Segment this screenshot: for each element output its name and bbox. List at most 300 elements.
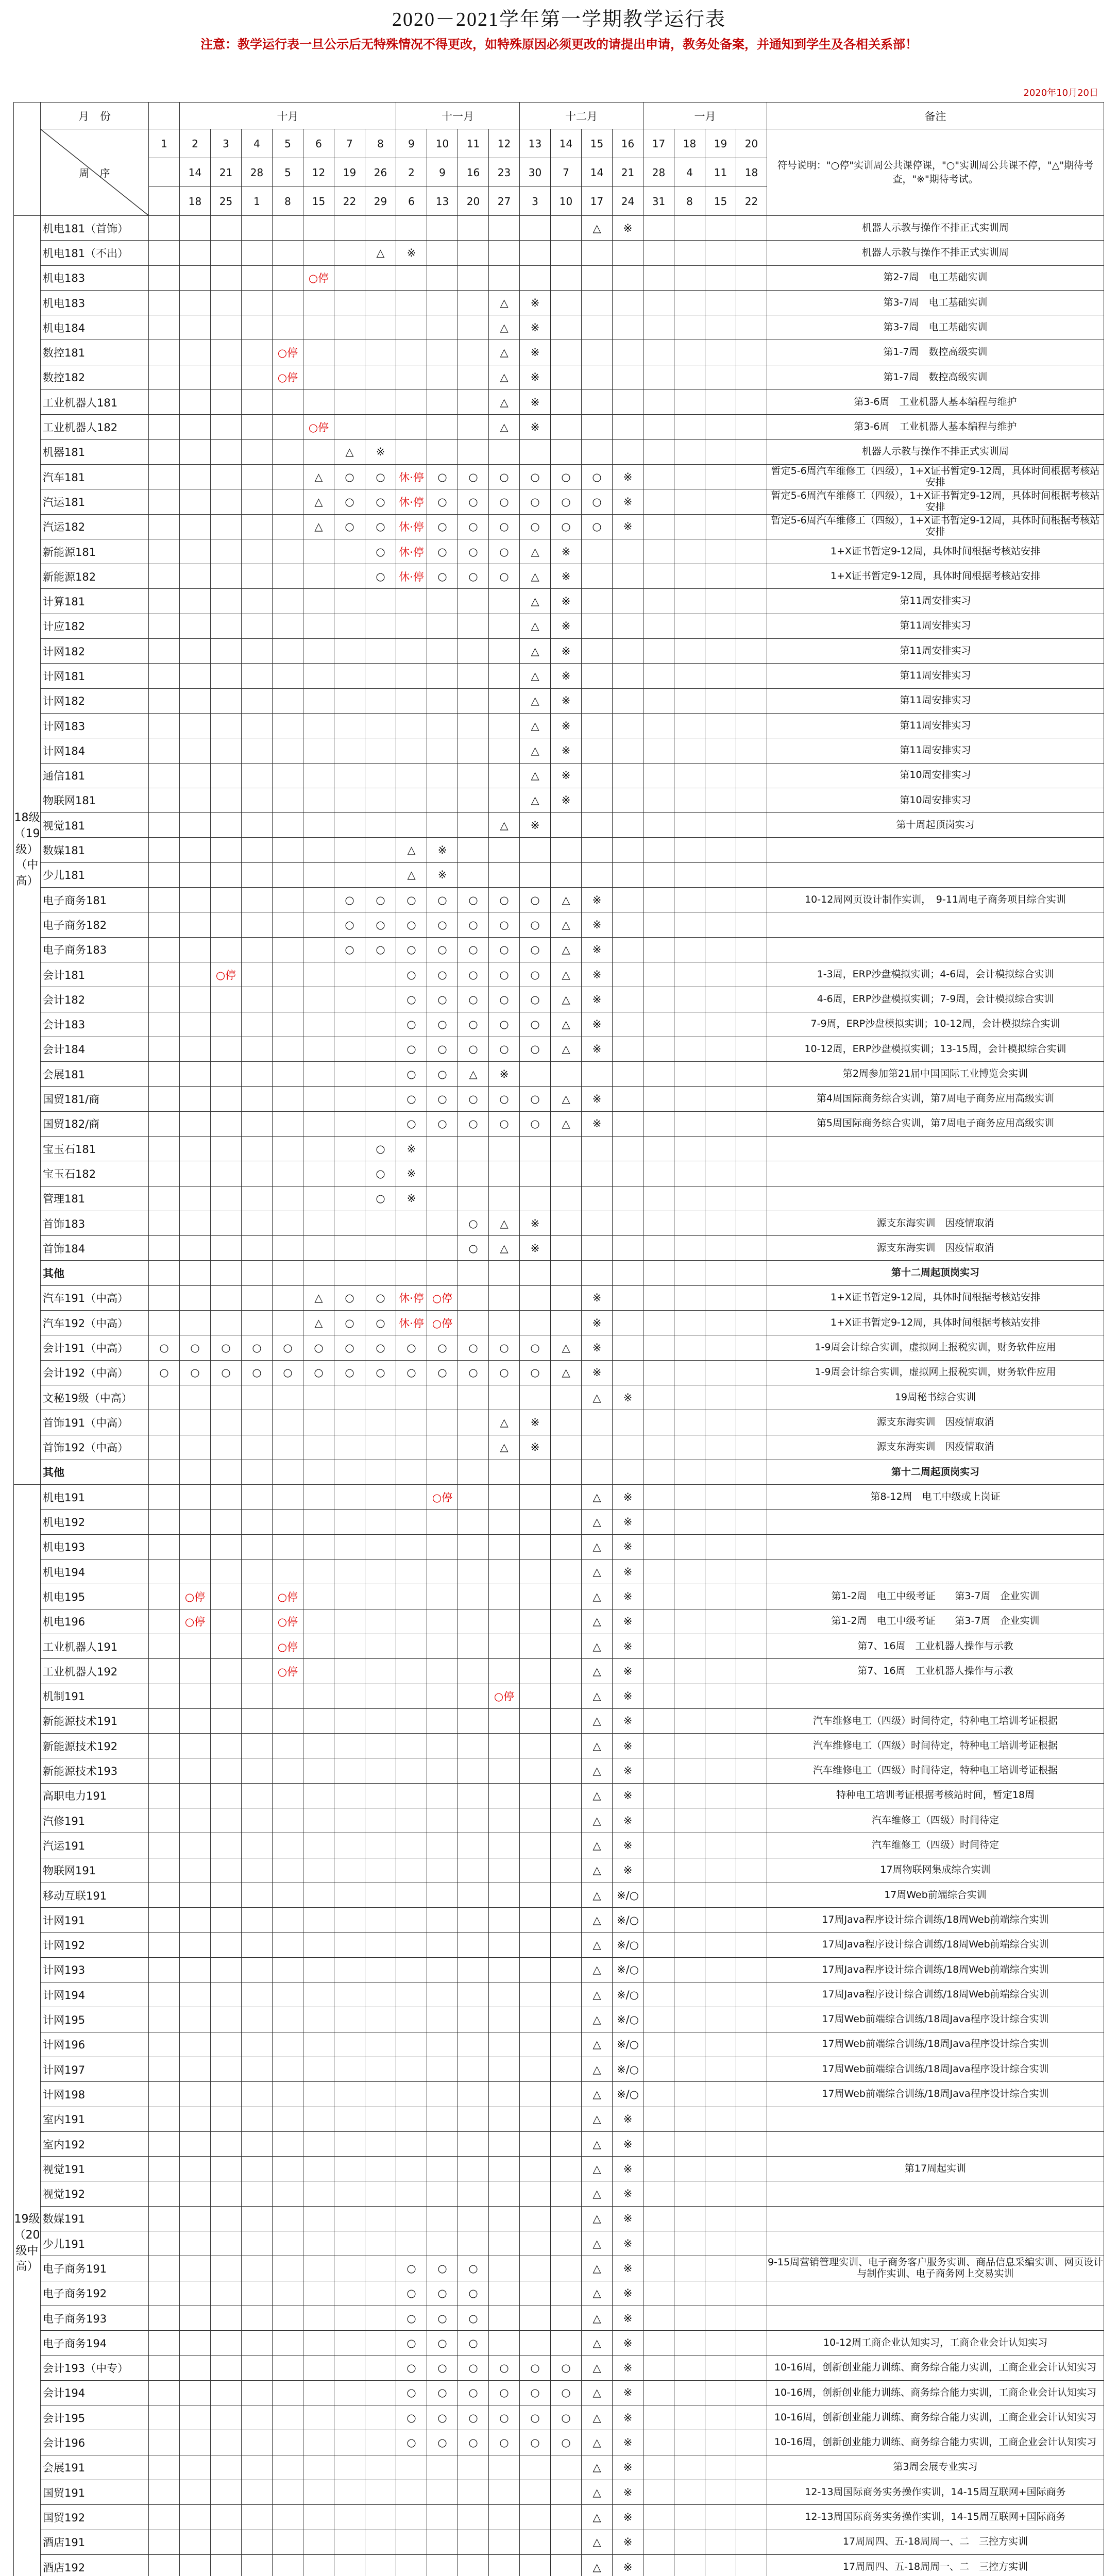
week-date: 5 <box>273 158 303 187</box>
week-cell <box>643 2032 674 2057</box>
week-cell <box>674 2331 705 2355</box>
class-row <box>14 688 1104 713</box>
week-cell: △ <box>551 987 582 1012</box>
week-cell: ○ <box>396 2306 427 2330</box>
week-cell <box>211 2007 242 2032</box>
week-cell <box>149 2480 180 2505</box>
week-cell <box>458 1982 489 2007</box>
week-cell <box>643 1360 674 1385</box>
week-cell <box>427 713 458 738</box>
week-cell: △ <box>582 2057 613 2081</box>
week-cell <box>489 2281 520 2306</box>
week-cell <box>674 1957 705 1982</box>
week-cell <box>149 1037 180 1061</box>
week-cell <box>458 763 489 788</box>
week-cell <box>396 1485 427 1510</box>
week-cell <box>334 1609 365 1634</box>
week-cell: △ <box>551 1012 582 1037</box>
week-cell <box>303 1161 334 1186</box>
week-cell: △ <box>489 1211 520 1235</box>
class-name: 机电181（不出） <box>41 241 149 265</box>
week-cell <box>520 2181 551 2206</box>
week-cell <box>180 1211 211 1235</box>
row-note: 4-6周，ERP沙盘模拟实训；7-9周，会计模拟综合实训 <box>767 987 1104 1012</box>
week-cell <box>242 738 273 763</box>
week-cell: △ <box>489 813 520 838</box>
week-cell <box>396 415 427 439</box>
week-date: 9 <box>427 158 458 187</box>
week-cell <box>334 1634 365 1658</box>
week-cell <box>582 1186 613 1211</box>
week-cell <box>674 1460 705 1484</box>
week-cell <box>334 1684 365 1708</box>
week-cell: ※/○ <box>613 1982 643 2007</box>
week-cell <box>643 1684 674 1708</box>
week-cell <box>365 1485 396 1510</box>
week-cell: △ <box>582 1534 613 1559</box>
week-cell <box>149 390 180 415</box>
week-cell <box>705 1510 736 1534</box>
week-cell <box>149 1708 180 1733</box>
week-cell <box>211 1982 242 2007</box>
class-name: 汽车191（中高） <box>41 1285 149 1310</box>
week-cell <box>180 2505 211 2530</box>
week-cell <box>643 1311 674 1335</box>
week-cell <box>180 1485 211 1510</box>
class-name: 通信181 <box>41 763 149 788</box>
week-cell: ※ <box>582 1087 613 1111</box>
week-cell: ○ <box>396 1360 427 1385</box>
week-cell <box>551 290 582 315</box>
week-number: 20 <box>736 129 767 158</box>
week-date: 3 <box>520 187 551 216</box>
week-cell <box>180 2082 211 2107</box>
class-name: 数控181 <box>41 340 149 365</box>
week-cell <box>427 1758 458 1783</box>
week-cell <box>180 1311 211 1335</box>
week-cell <box>303 1584 334 1609</box>
week-cell: △ <box>520 639 551 664</box>
week-cell <box>180 1111 211 1136</box>
week-cell <box>427 2131 458 2156</box>
week-cell <box>365 1933 396 1957</box>
week-cell <box>211 688 242 713</box>
class-row <box>14 216 1104 241</box>
week-cell <box>643 2107 674 2131</box>
class-name: 国贸191 <box>41 2480 149 2505</box>
week-cell <box>582 539 613 564</box>
class-row <box>14 862 1104 887</box>
week-cell <box>613 838 643 862</box>
week-cell <box>303 1634 334 1658</box>
week-cell <box>149 713 180 738</box>
week-cell: ○ <box>303 1360 334 1385</box>
class-row <box>14 912 1104 937</box>
week-cell <box>149 1609 180 1634</box>
week-cell <box>674 2032 705 2057</box>
week-cell <box>211 2455 242 2480</box>
class-row <box>14 1087 1104 1111</box>
week-cell <box>149 514 180 539</box>
week-cell <box>273 1037 303 1061</box>
week-cell <box>643 415 674 439</box>
week-cell <box>303 1460 334 1484</box>
week-cell <box>242 1560 273 1584</box>
week-cell <box>273 2231 303 2256</box>
week-cell <box>180 1908 211 1933</box>
week-cell <box>180 564 211 589</box>
week-cell <box>365 713 396 738</box>
week-cell: ※ <box>613 514 643 539</box>
week-cell: ※ <box>613 1510 643 1534</box>
week-cell <box>149 1908 180 1933</box>
week-cell <box>149 1560 180 1584</box>
week-cell <box>705 1161 736 1186</box>
week-cell: ○ <box>489 1360 520 1385</box>
row-note <box>767 1136 1104 1161</box>
week-cell <box>705 489 736 514</box>
class-name: 会计195 <box>41 2405 149 2430</box>
week-date: 15 <box>303 187 334 216</box>
week-cell <box>242 1087 273 1111</box>
week-cell <box>736 1659 767 1684</box>
week-cell: ○停 <box>427 1311 458 1335</box>
week-cell: ○ <box>458 1087 489 1111</box>
week-cell <box>242 1485 273 1510</box>
week-cell <box>211 1808 242 1833</box>
week-cell <box>643 2405 674 2430</box>
week-cell <box>489 2530 520 2554</box>
week-cell <box>242 2007 273 2032</box>
week-cell <box>643 1584 674 1609</box>
week-cell: △ <box>303 1285 334 1310</box>
week-cell <box>396 2157 427 2181</box>
week-number: 19 <box>705 129 736 158</box>
week-cell <box>180 788 211 812</box>
week-cell: ※ <box>520 365 551 389</box>
week-cell <box>180 489 211 514</box>
week-cell <box>736 1311 767 1335</box>
class-name: 汽运181 <box>41 489 149 514</box>
row-note: 1+X证书暂定9-12周，具体时间根据考核站安排 <box>767 1285 1104 1310</box>
week-cell <box>273 664 303 688</box>
week-cell <box>396 2455 427 2480</box>
week-cell <box>273 1311 303 1335</box>
week-cell <box>334 1534 365 1559</box>
week-cell <box>303 1485 334 1510</box>
week-cell <box>180 713 211 738</box>
week-cell <box>643 1982 674 2007</box>
week-cell <box>334 365 365 389</box>
week-cell <box>273 539 303 564</box>
week-cell <box>334 1808 365 1833</box>
class-row <box>14 315 1104 340</box>
week-cell <box>458 365 489 389</box>
week-cell <box>643 2256 674 2281</box>
week-cell <box>396 2480 427 2505</box>
week-cell <box>613 664 643 688</box>
class-row <box>14 2554 1104 2576</box>
week-cell <box>736 713 767 738</box>
week-cell <box>458 1285 489 1310</box>
week-cell <box>242 2131 273 2156</box>
week-cell <box>736 2181 767 2206</box>
week-cell <box>458 2480 489 2505</box>
week-cell <box>149 365 180 389</box>
class-name: 酒店192 <box>41 2554 149 2576</box>
week-cell <box>582 340 613 365</box>
week-cell <box>396 1609 427 1634</box>
week-cell <box>273 2082 303 2107</box>
week-cell <box>520 2530 551 2554</box>
week-cell: ○ <box>551 2405 582 2430</box>
week-cell <box>396 1385 427 1410</box>
row-note: 10-12周，ERP沙盘模拟实训；13-15周，会计模拟综合实训 <box>767 1037 1104 1061</box>
week-cell: ○ <box>427 2331 458 2355</box>
week-cell <box>643 1510 674 1534</box>
week-cell <box>396 1410 427 1435</box>
week-cell <box>211 589 242 614</box>
week-cell <box>582 241 613 265</box>
week-cell <box>365 2181 396 2206</box>
class-name: 移动互联191 <box>41 1883 149 1907</box>
week-cell: ○ <box>458 464 489 489</box>
week-cell <box>705 763 736 788</box>
week-cell <box>303 1062 334 1087</box>
class-name: 计网181 <box>41 664 149 688</box>
week-cell: ※/○ <box>613 2082 643 2107</box>
week-cell <box>489 1534 520 1559</box>
week-cell <box>149 2554 180 2576</box>
week-cell <box>334 664 365 688</box>
week-cell <box>334 1485 365 1510</box>
week-cell <box>149 1858 180 1883</box>
week-cell: △ <box>582 1758 613 1783</box>
week-cell <box>643 241 674 265</box>
week-cell <box>613 315 643 340</box>
week-cell <box>705 1485 736 1510</box>
week-cell <box>180 2181 211 2206</box>
week-cell <box>705 2554 736 2576</box>
week-cell <box>149 1634 180 1658</box>
class-name: 电子商务191 <box>41 2256 149 2281</box>
week-cell <box>551 1908 582 1933</box>
week-cell <box>489 2107 520 2131</box>
week-cell <box>643 2231 674 2256</box>
week-cell <box>303 2281 334 2306</box>
week-cell <box>489 1659 520 1684</box>
week-cell <box>613 1435 643 1460</box>
week-cell <box>551 1410 582 1435</box>
week-number: 14 <box>551 129 582 158</box>
week-cell <box>242 1609 273 1634</box>
week-cell <box>551 2181 582 2206</box>
week-cell <box>334 2355 365 2380</box>
week-cell <box>705 1609 736 1634</box>
week-cell <box>334 2505 365 2530</box>
week-cell <box>303 1435 334 1460</box>
week-cell <box>551 1833 582 1858</box>
week-cell: ○ <box>582 514 613 539</box>
week-cell <box>396 1510 427 1534</box>
week-cell: △ <box>551 1037 582 1061</box>
week-cell <box>582 688 613 713</box>
week-cell <box>613 688 643 713</box>
week-cell <box>303 937 334 962</box>
row-note: 第11周安排实习 <box>767 664 1104 688</box>
row-note <box>767 2181 1104 2206</box>
week-cell <box>303 962 334 987</box>
week-cell <box>674 1708 705 1733</box>
week-cell <box>489 1285 520 1310</box>
week-cell <box>149 2380 180 2405</box>
week-cell: ○ <box>396 2405 427 2430</box>
week-cell <box>643 1485 674 1510</box>
week-cell: ※ <box>613 2405 643 2430</box>
week-cell <box>180 241 211 265</box>
week-cell <box>211 265 242 290</box>
week-cell <box>334 1261 365 1285</box>
week-date: 7 <box>551 158 582 187</box>
week-cell <box>520 1858 551 1883</box>
week-cell <box>242 365 273 389</box>
class-name: 计网197 <box>41 2057 149 2081</box>
row-note: 汽车维修电工（四级）时间待定，特种电工培训考证根据 <box>767 1708 1104 1733</box>
row-note: 1-9周会计综合实训，虚拟网上报税实训，财务软件应用 <box>767 1335 1104 1360</box>
week-cell <box>365 315 396 340</box>
week-cell <box>674 216 705 241</box>
week-cell: ○ <box>489 1012 520 1037</box>
week-cell: △ <box>582 1933 613 1957</box>
week-cell <box>520 2331 551 2355</box>
week-cell <box>427 738 458 763</box>
week-cell <box>489 1311 520 1335</box>
week-cell <box>582 614 613 638</box>
week-cell <box>149 738 180 763</box>
week-cell <box>705 241 736 265</box>
class-row <box>14 987 1104 1012</box>
week-cell: △ <box>582 2530 613 2554</box>
week-cell <box>149 788 180 812</box>
week-cell <box>211 2107 242 2131</box>
week-cell <box>427 1534 458 1559</box>
class-row <box>14 539 1104 564</box>
week-cell <box>365 688 396 713</box>
week-cell <box>582 1435 613 1460</box>
week-cell <box>643 315 674 340</box>
week-cell <box>643 564 674 589</box>
week-cell <box>551 2256 582 2281</box>
week-cell <box>643 365 674 389</box>
week-cell <box>396 589 427 614</box>
class-name: 工业机器人191 <box>41 1634 149 1658</box>
week-cell <box>211 1833 242 1858</box>
week-cell: ○ <box>551 2355 582 2380</box>
week-cell <box>674 1186 705 1211</box>
week-cell <box>149 1485 180 1510</box>
week-cell <box>334 415 365 439</box>
row-note: 第1-2周 电工中级考证 第3-7周 企业实训 <box>767 1584 1104 1609</box>
week-cell <box>674 2157 705 2181</box>
week-cell: ○ <box>489 962 520 987</box>
week-cell <box>643 1385 674 1410</box>
week-cell: △ <box>582 2430 613 2455</box>
week-cell <box>334 713 365 738</box>
week-cell <box>242 862 273 887</box>
week-cell <box>180 1510 211 1534</box>
row-note: 10-12周网页设计制作实训， 9-11周电子商务项目综合实训 <box>767 888 1104 912</box>
week-cell <box>705 514 736 539</box>
week-cell <box>211 912 242 937</box>
week-cell <box>180 1708 211 1733</box>
class-name: 电子商务183 <box>41 937 149 962</box>
week-cell <box>551 838 582 862</box>
week-cell: ○停 <box>273 340 303 365</box>
week-cell <box>643 340 674 365</box>
week-cell <box>303 1560 334 1584</box>
week-cell: ○ <box>427 888 458 912</box>
row-note <box>767 2231 1104 2256</box>
week-cell <box>273 1858 303 1883</box>
week-date: 24 <box>613 187 643 216</box>
week-cell <box>458 2107 489 2131</box>
week-cell: ○ <box>489 464 520 489</box>
class-name: 机电183 <box>41 290 149 315</box>
week-cell <box>211 2554 242 2576</box>
week-cell <box>365 738 396 763</box>
week-cell <box>736 1957 767 1982</box>
week-cell <box>489 1808 520 1833</box>
week-cell <box>613 241 643 265</box>
week-cell: ※ <box>551 763 582 788</box>
class-row <box>14 2430 1104 2455</box>
week-cell <box>334 2430 365 2455</box>
week-cell <box>674 888 705 912</box>
week-cell <box>242 614 273 638</box>
week-cell <box>643 2530 674 2554</box>
week-cell <box>242 664 273 688</box>
week-cell <box>705 1311 736 1335</box>
week-cell <box>705 1111 736 1136</box>
class-row <box>14 1435 1104 1460</box>
week-cell <box>211 2355 242 2380</box>
week-date: 18 <box>180 187 211 216</box>
week-cell: ※ <box>613 1560 643 1584</box>
week-cell <box>334 862 365 887</box>
week-cell <box>520 1957 551 1982</box>
week-cell: ○ <box>458 1211 489 1235</box>
week-cell <box>211 1485 242 1510</box>
week-cell <box>273 2157 303 2181</box>
week-cell <box>396 1534 427 1559</box>
class-name: 计网195 <box>41 2007 149 2032</box>
week-cell <box>273 1285 303 1310</box>
week-cell <box>489 2181 520 2206</box>
week-cell: ○ <box>458 888 489 912</box>
class-row <box>14 1684 1104 1708</box>
week-cell <box>674 664 705 688</box>
week-cell <box>396 738 427 763</box>
week-cell <box>736 315 767 340</box>
week-cell <box>273 1385 303 1410</box>
week-cell <box>211 2231 242 2256</box>
week-cell <box>303 1734 334 1758</box>
week-cell <box>427 2530 458 2554</box>
week-cell <box>211 1410 242 1435</box>
week-cell: ○ <box>489 987 520 1012</box>
week-cell <box>736 2380 767 2405</box>
week-cell <box>489 862 520 887</box>
